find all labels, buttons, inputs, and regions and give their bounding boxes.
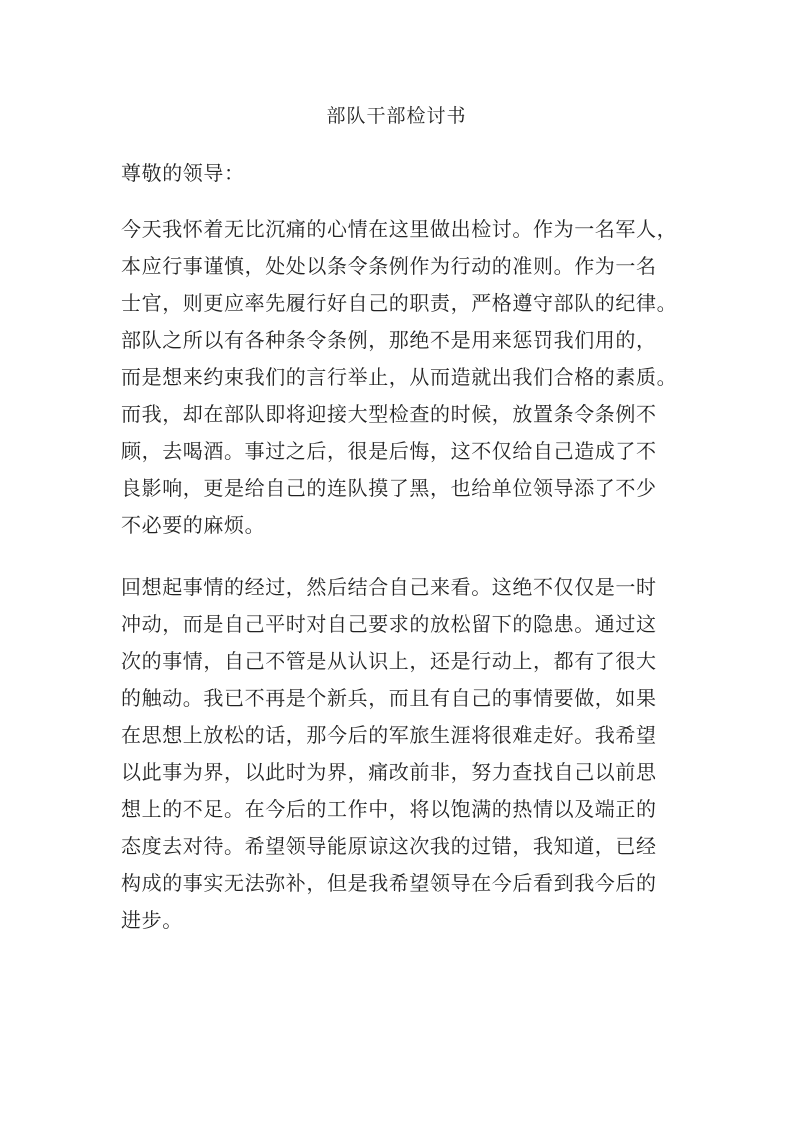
paragraph-2-line: 回想起事情的经过，然后结合自己来看。这绝不仅仅是一时 — [121, 575, 657, 599]
document-title: 部队干部检讨书 — [326, 105, 467, 127]
salutation: 尊敬的领导： — [121, 161, 245, 185]
paragraph-2-line: 以此事为界，以此时为界，痛改前非，努力查找自己以前思 — [121, 760, 657, 784]
paragraph-2-line: 构成的事实无法弥补，但是我希望领导在今后看到我今后的 — [121, 871, 657, 895]
paragraph-1-line: 顾，去喝酒。事过之后，很是后悔，这不仅给自己造成了不 — [121, 439, 657, 463]
paragraph-1-line: 本应行事谨慎，处处以条令条例作为行动的准则。作为一名 — [121, 254, 657, 278]
paragraph-1-line: 而我，却在部队即将迎接大型检查的时候，放置条令条例不 — [121, 402, 657, 426]
paragraph-2-line: 态度去对待。希望领导能原谅这次我的过错，我知道，已经 — [121, 834, 657, 858]
paragraph-1-line: 士官，则更应率先履行好自己的职责，严格遵守部队的纪律。 — [121, 291, 678, 315]
paragraph-1-line: 而是想来约束我们的言行举止，从而造就出我们合格的素质。 — [121, 365, 678, 389]
paragraph-2-line: 想上的不足。在今后的工作中，将以饱满的热情以及端正的 — [121, 797, 657, 821]
paragraph-2-line: 次的事情，自己不管是从认识上，还是行动上，都有了很大 — [121, 649, 657, 673]
paragraph-1-line: 今天我怀着无比沉痛的心情在这里做出检讨。作为一名军人， — [121, 217, 678, 241]
paragraph-2-line: 进步。 — [121, 908, 183, 932]
paragraph-2-line: 在思想上放松的话，那今后的军旅生涯将很难走好。我希望 — [121, 723, 657, 747]
paragraph-1-line: 良影响，更是给自己的连队摸了黑，也给单位领导添了不少 — [121, 476, 657, 500]
paragraph-1-line: 不必要的麻烦。 — [121, 513, 266, 537]
paragraph-2-line: 冲动，而是自己平时对自己要求的放松留下的隐患。通过这 — [121, 612, 657, 636]
paragraph-2-line: 的触动。我已不再是个新兵，而且有自己的事情要做，如果 — [121, 686, 657, 710]
paragraph-1-line: 部队之所以有各种条令条例，那绝不是用来惩罚我们用的， — [121, 328, 657, 352]
